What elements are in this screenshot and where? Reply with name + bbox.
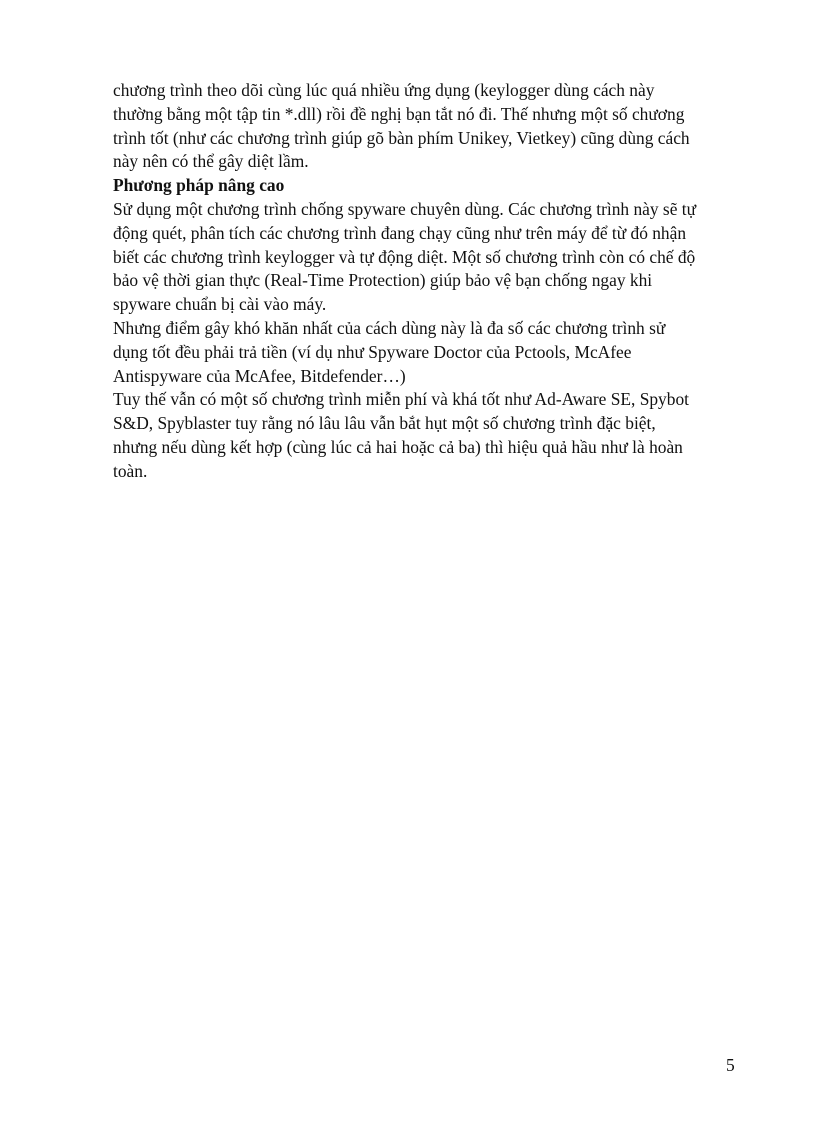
- paragraph-2: [113, 198, 743, 317]
- text-line: này nên có thể gây diệt lầm.: [113, 151, 309, 172]
- text-line: động quét, phân tích các chương trình đang chạy cũng như trên máy để từ đó nhận: [113, 222, 687, 243]
- text-line: chương trình theo dõi cùng lúc quá nhiều ứng dụng (keylogger dùng cách này: [113, 80, 655, 100]
- text-line: trình tốt (như các chương trình giúp gõ bàn phím Unikey, Vietkey) cũng dùng cách: [113, 127, 690, 148]
- paragraph-1: [113, 79, 743, 174]
- text-line: nhưng nếu dùng kết hợp (cùng lúc cả hai hoặc cả ba) thì hiệu quả hầu như là hoàn: [113, 436, 683, 457]
- paragraph-4: [113, 388, 743, 483]
- text-line: spyware chuẩn bị cài vào máy.: [113, 294, 327, 315]
- paragraph-3: [113, 317, 743, 388]
- page-number: 5: [726, 1055, 735, 1075]
- text-line: bảo vệ thời gian thực (Real-Time Protection) giúp bảo vệ bạn chống ngay khi: [113, 270, 653, 291]
- text-line: dụng tốt đều phải trả tiền (ví dụ như Spyware Doctor của Pctools, McAfee: [113, 341, 632, 362]
- text-line: Tuy thế vẫn có một số chương trình miễn phí và khá tốt như Ad-Aware SE, Spybot: [113, 389, 689, 410]
- text-line: Antispyware của McAfee, Bitdefender…): [113, 365, 406, 386]
- text-line: Sử dụng một chương trình chống spyware chuyên dùng. Các chương trình này sẽ tự: [113, 198, 697, 219]
- text-line: thường bằng một tập tin *.dll) rồi đề nghị bạn tắt nó đi. Thế nhưng một số chương: [113, 103, 685, 124]
- section-heading: Phương pháp nâng cao: [113, 175, 285, 196]
- text-line: S&D, Spyblaster tuy rằng nó lâu lâu vẫn bắt hụt một số chương trình đặc biệt,: [113, 413, 656, 434]
- text-line: biết các chương trình keylogger và tự động diệt. Một số chương trình còn có chế độ: [113, 246, 696, 267]
- text-line: Nhưng điểm gây khó khăn nhất của cách dùng này là đa số các chương trình sử: [113, 317, 666, 338]
- text-line: toàn.: [113, 460, 148, 481]
- page-content: [113, 79, 743, 484]
